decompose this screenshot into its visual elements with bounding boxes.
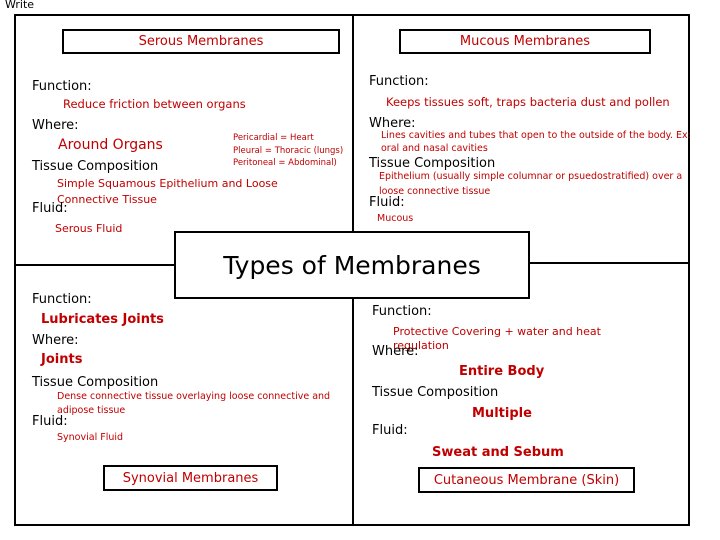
cutaneous-where-value: Entire Body [459, 364, 545, 379]
cutaneous-fluid-label: Fluid: [372, 423, 408, 438]
serous-fluid-value: Serous Fluid [55, 222, 123, 235]
cutaneous-where-label: Where: [372, 344, 419, 359]
title-box [174, 231, 530, 299]
synovial-where-label: Where: [32, 333, 79, 348]
synovial-tissue-label: Tissue Composition [32, 375, 159, 390]
mucous-title: Mucous Membranes [459, 34, 591, 49]
synovial-function-value: Lubricates Joints [41, 312, 164, 327]
synovial-fluid-label: Fluid: [32, 414, 68, 429]
synovial-function-label: Function: [32, 292, 92, 307]
mucous-tissue-label: Tissue Composition [369, 156, 496, 171]
serous-tissue-value: Simple Squamous Epithelium and Loose Connective Tissue [57, 177, 278, 206]
cutaneous-function-value: Protective Covering + water and heat regulation [393, 325, 601, 352]
mucous-tissue-value: Epithelium (usually simple columnar or psuedostratified) over a loose connective tissue [379, 171, 683, 197]
synovial-title: Synovial Membranes [122, 470, 259, 486]
synovial-title-box [103, 465, 278, 491]
serous-where-label: Where: [32, 118, 79, 133]
cutaneous-fluid-value: Sweat and Sebum [432, 445, 564, 460]
write-label: Write [5, 0, 35, 11]
mucous-where-value: Lines cavities and tubes that open to the outside of the body. Ex: oral and nasal cavities [381, 130, 691, 154]
serous-tissue-label: Tissue Composition [32, 159, 159, 174]
serous-title-box [62, 29, 340, 54]
page-title: Types of Membranes [223, 250, 481, 280]
serous-function-value: Reduce friction between organs [63, 97, 246, 111]
mucous-fluid-value: Mucous [377, 213, 414, 224]
serous-fluid-label: Fluid: [32, 201, 68, 216]
mucous-fluid-label: Fluid: [369, 195, 405, 210]
serous-where-detail-lungs: Pleural = Thoracic (lungs) [233, 146, 344, 156]
cutaneous-title: Cutaneous Membrane (Skin) [433, 472, 620, 488]
synovial-tissue-value: Dense connective tissue overlaying loose connective and adipose tissue [57, 391, 331, 416]
serous-where-value: Around Organs [58, 137, 163, 153]
mucous-function-label: Function: [369, 74, 429, 89]
cutaneous-function-label: Function: [372, 304, 432, 319]
cutaneous-tissue-label: Tissue Composition [372, 385, 499, 400]
synovial-where-value: Joints [41, 352, 83, 367]
serous-where-detail-heart: Pericardial = Heart [233, 133, 314, 143]
serous-where-detail-abdominal: Peritoneal = Abdominal) [233, 158, 337, 168]
synovial-fluid-value: Synovial Fluid [57, 432, 124, 443]
cutaneous-tissue-value: Multiple [472, 406, 532, 421]
mucous-where-label: Where: [369, 116, 416, 131]
serous-function-label: Function: [32, 79, 92, 94]
serous-title: Serous Membranes [138, 34, 264, 49]
mucous-function-value: Keeps tissues soft, traps bacteria dust and pollen [386, 95, 670, 109]
mucous-title-box [399, 29, 651, 54]
cutaneous-title-box [418, 467, 635, 493]
